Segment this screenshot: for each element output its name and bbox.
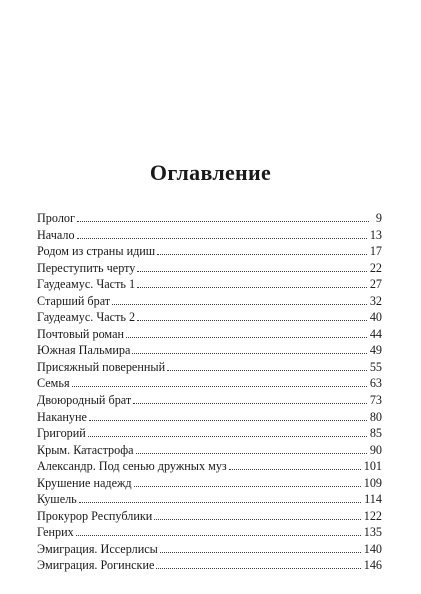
toc-entry-page-number: 122 <box>363 508 382 523</box>
toc-entry-page-number: 85 <box>369 426 382 441</box>
dot-leader <box>137 320 367 321</box>
toc-list <box>37 210 382 574</box>
toc-entry-title: Кушель <box>37 492 77 507</box>
dot-leader <box>112 304 367 305</box>
dot-leader <box>156 568 360 569</box>
dot-leader <box>157 254 367 255</box>
dot-leader <box>89 420 367 421</box>
toc-entry-page-number: 22 <box>369 260 382 275</box>
toc-entry-page-number: 13 <box>369 227 382 242</box>
toc-entry-page-number: 63 <box>369 376 382 391</box>
toc-entry-title: Начало <box>37 227 75 242</box>
toc-entry <box>37 508 382 525</box>
toc-entry <box>37 359 382 376</box>
dot-leader <box>137 271 366 272</box>
toc-entry <box>37 243 382 260</box>
toc-entry-title: Южная Пальмира <box>37 343 131 358</box>
toc-entry-page-number: 49 <box>369 343 382 358</box>
toc-entry-title: Почтовый роман <box>37 326 124 341</box>
toc-entry-title: Григорий <box>37 426 86 441</box>
toc-entry-page-number: 44 <box>369 326 382 341</box>
toc-entry <box>37 475 382 492</box>
toc-entry <box>37 458 382 475</box>
toc-entry <box>37 392 382 409</box>
toc-entry-title: Эмиграция. Рогинские <box>37 558 155 573</box>
toc-entry-title: Крым. Катастрофа <box>37 442 134 457</box>
toc-entry-page-number: 101 <box>363 459 382 474</box>
toc-entry-page-number: 9 <box>375 211 382 225</box>
toc-entry-title: Родом из страны идиш <box>37 244 156 259</box>
dot-leader <box>229 469 361 470</box>
dot-leader <box>137 287 367 288</box>
toc-entry <box>37 309 382 326</box>
dot-leader <box>136 453 367 454</box>
toc-entry-page-number: 140 <box>363 541 382 556</box>
dot-leader <box>167 370 367 371</box>
toc-entry-page-number: 17 <box>369 244 382 259</box>
toc-entry <box>37 276 382 293</box>
toc-entry-page-number: 80 <box>369 409 382 424</box>
toc-entry-title: Накануне <box>37 409 87 424</box>
toc-entry <box>37 375 382 392</box>
toc-entry-title: Прокурор Республики <box>37 508 153 523</box>
toc-entry-page-number: 90 <box>369 442 382 457</box>
toc-entry <box>37 210 382 227</box>
toc-heading: Оглавление <box>149 160 272 185</box>
toc-entry-page-number: 135 <box>363 525 382 540</box>
toc-entry <box>37 293 382 310</box>
dot-leader <box>132 353 366 354</box>
toc-entry-page-number: 146 <box>363 558 382 573</box>
toc-entry-page-number: 109 <box>363 475 382 490</box>
toc-entry-title: Александр. Под сенью дружных муз <box>37 459 227 474</box>
toc-entry-page-number: 73 <box>369 393 382 408</box>
toc-entry <box>37 442 382 459</box>
dot-leader <box>76 535 361 536</box>
toc-entry <box>37 326 382 343</box>
dot-leader <box>88 436 367 437</box>
toc-entry-title: Присяжный поверенный <box>37 359 166 374</box>
toc-entry <box>37 227 382 244</box>
toc-entry-title: Гаудеамус. Часть 2 <box>37 310 136 325</box>
toc-entry <box>37 409 382 426</box>
dot-leader <box>77 221 369 222</box>
dot-leader <box>154 519 360 520</box>
toc-entry-title: Эмиграция. Иссерлисы <box>37 541 158 556</box>
toc-entry <box>37 260 382 277</box>
toc-entry-title: Гаудеамус. Часть 1 <box>37 277 136 292</box>
toc-entry-page-number: 55 <box>369 359 382 374</box>
dot-leader <box>133 403 367 404</box>
toc-entry-title: Генрих <box>37 525 74 540</box>
toc-entry <box>37 491 382 508</box>
toc-entry <box>37 557 382 574</box>
toc-entry-title: Крушение надежд <box>37 475 132 490</box>
toc-entry <box>37 342 382 359</box>
dot-leader <box>126 337 367 338</box>
dot-leader <box>77 238 367 239</box>
toc-entry-page-number: 27 <box>369 277 382 292</box>
toc-entry-title: Переступить черту <box>37 260 136 275</box>
dot-leader <box>134 486 361 487</box>
toc-entry-title: Семья <box>37 376 70 391</box>
dot-leader <box>160 552 361 553</box>
toc-entry <box>37 425 382 442</box>
toc-entry-page-number: 32 <box>369 293 382 308</box>
toc-entry-title: Старший брат <box>37 293 111 308</box>
toc-entry-title: Двоюродный брат <box>37 393 132 408</box>
toc-entry <box>37 541 382 558</box>
dot-leader <box>79 502 361 503</box>
toc-entry-page-number: 114 <box>364 492 382 507</box>
dot-leader <box>72 386 367 387</box>
toc-entry-page-number: 40 <box>369 310 382 325</box>
toc-entry <box>37 524 382 541</box>
toc-entry-title: Пролог <box>37 211 76 225</box>
